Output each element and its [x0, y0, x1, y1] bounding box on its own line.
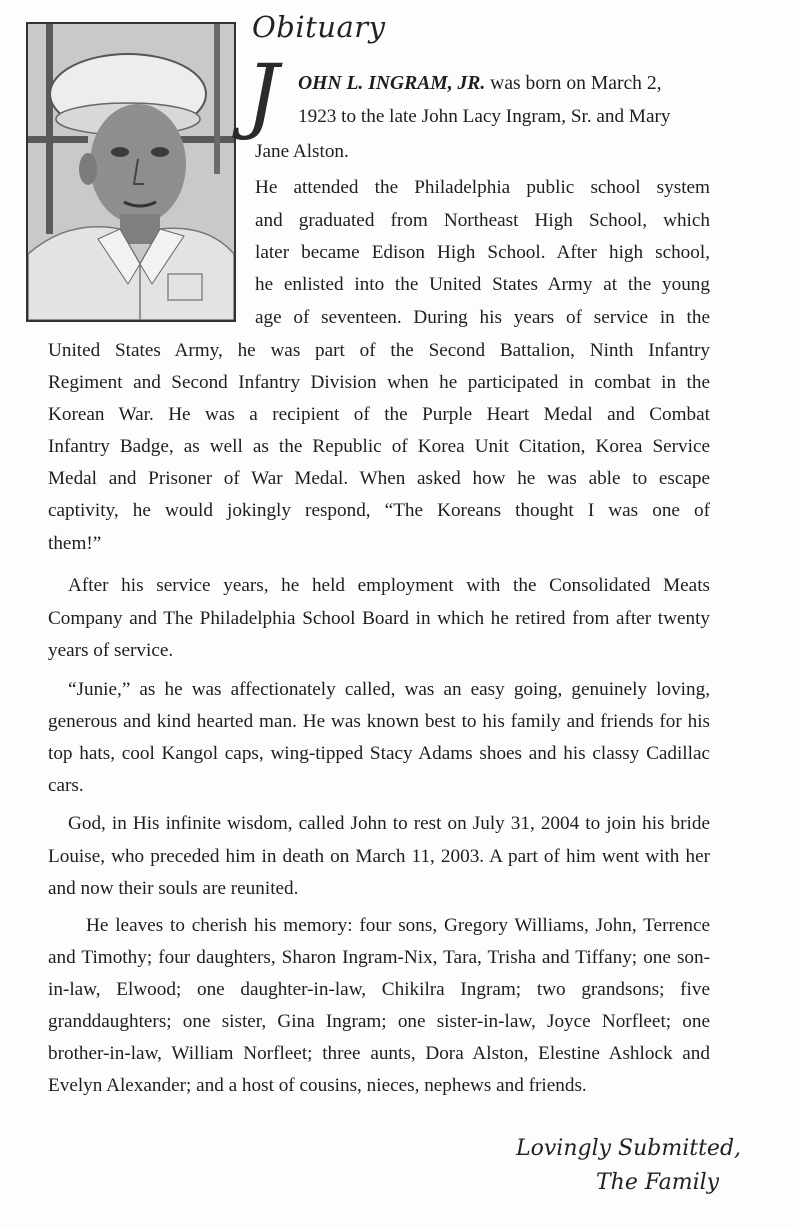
- para-survivors: He leaves to cherish his memory: four sons, Gregory Williams, John, Terrence and Timothy; four daughters, Sharon Ingram-Nix, Tara, Trisha and Tiffany; one son-in-law, Elwood; one daughter-in-law, Chikilra Ingram; two grandsons; five granddaughters; one sister, Gina Ingram; one sister-in-law, Joyce Norfleet; one brother-in-law, William Norfleet; three aunts, Dora Alston, Elestine Ashlock and Evelyn Alexander; and a host of cousins, nieces, nephews and friends.: [48, 915, 710, 1096]
- para2-line-9: Infantry Badge, as well as the Republic of Korea Unit Citation, Korea Service: [48, 436, 710, 457]
- intro-line-3: Jane Alston.: [255, 141, 349, 162]
- intro-line-2: 1923 to the late John Lacy Ingram, Sr. and Mary: [298, 106, 671, 127]
- drop-cap: J: [246, 48, 279, 143]
- para2-line-1: He attended the Philadelphia public school system: [255, 177, 710, 198]
- intro-line-1: [298, 73, 662, 95]
- deceased-name: OHN L. INGRAM, JR.: [298, 73, 486, 94]
- para-employment: After his service years, he held employment with the Consolidated Meats Company and The Philadelphia School Board in which he retired from after twenty years of service.: [48, 575, 710, 661]
- portrait-image: [28, 24, 234, 320]
- page-title: Obituary: [252, 10, 386, 44]
- para2-line-10: Medal and Prisoner of War Medal. When asked how he was able to escape: [48, 468, 710, 489]
- para2-line-3: later became Edison High School. After high school,: [255, 242, 710, 263]
- para2-line-5: age of seventeen. During his years of service in the: [255, 307, 710, 328]
- para2-line-7: Regiment and Second Infantry Division when he participated in combat in the: [48, 372, 710, 393]
- para-passing: God, in His infinite wisdom, called John to rest on July 31, 2004 to join his bride Louise, who preceded him in death on March 11, 2003. A part of him went with her and now their souls are reunited.: [48, 813, 710, 899]
- para2-line-2: and graduated from Northeast High School, which: [255, 210, 710, 231]
- signature-line-1: Lovingly Submitted,: [516, 1136, 742, 1161]
- intro-line-1-text: was born on March 2,: [485, 73, 662, 94]
- para2-line-6: United States Army, he was part of the Second Battalion, Ninth Infantry: [48, 340, 710, 361]
- para-personality: “Junie,” as he was affectionately called, was an easy going, genuinely loving, generous and kind hearted man. He was known best to his family and friends for his top hats, cool Kangol caps, wing-tipped Stacy Adams shoes and his classy Cadillac cars.: [48, 679, 710, 796]
- para2-line-8: Korean War. He was a recipient of the Purple Heart Medal and Combat: [48, 404, 710, 425]
- para2-line-11: captivity, he would jokingly respond, “The Koreans thought I was one of: [48, 500, 710, 521]
- signature-line-2: The Family: [596, 1170, 720, 1195]
- para2-line-12: them!”: [48, 533, 102, 554]
- para2-line-4: he enlisted into the United States Army at the young: [255, 274, 710, 295]
- portrait-photo: [26, 22, 236, 322]
